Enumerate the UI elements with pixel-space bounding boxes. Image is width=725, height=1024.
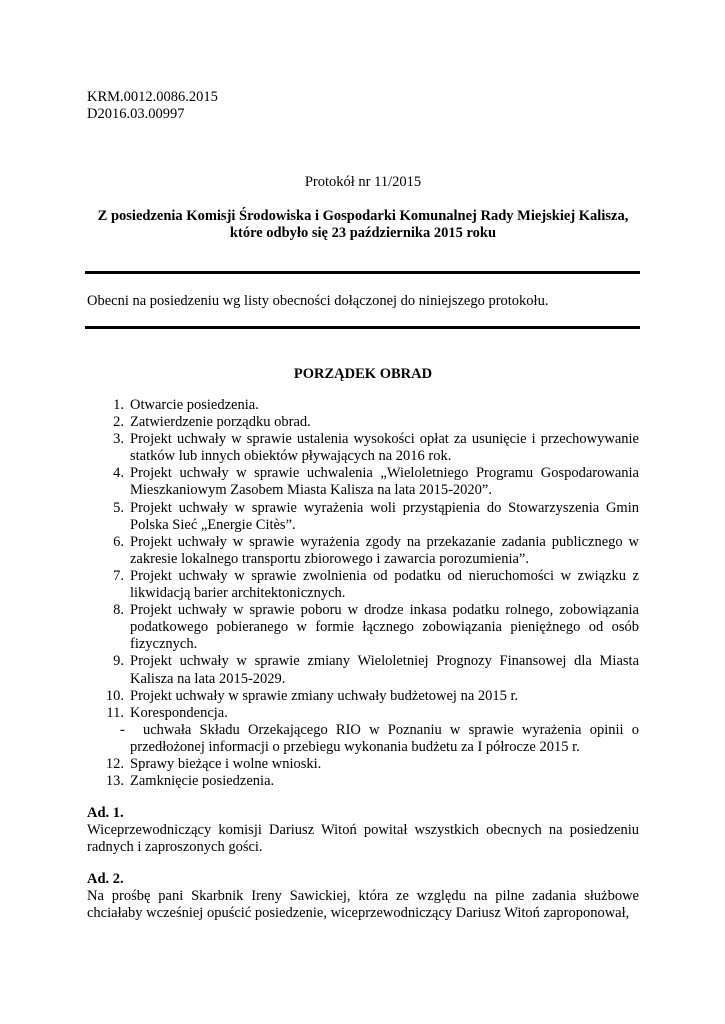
agenda-item-text: Korespondencja. (130, 704, 228, 721)
agenda-item-text: Projekt uchwały w sprawie zmiany Wieloletniej Prognozy Finansowej dla Miasta Kalisza na lata 2015-2029. (130, 653, 639, 687)
agenda-item (87, 414, 639, 431)
agenda-item (87, 705, 639, 722)
agenda-list (87, 397, 639, 790)
ad2-text: Na prośbę pani Skarbnik Ireny Sawickiej, która ze względu na pilne zadania służbowe chciałaby wcześniej opuścić posiedzenie, wiceprzewodniczący Dariusz Witoń zaproponował, (87, 888, 639, 922)
subtitle-line-1: Z posiedzenia Komisji Środowiska i Gospodarki Komunalnej Rady Miejskiej Kalisza, (97, 208, 629, 224)
agenda-item-text: Projekt uchwały w sprawie wyrażenia zgody na przekazanie zadania publicznego w zakresie lokalnego transportu zbiorowego i zawarcia porozumienia”. (130, 533, 639, 567)
agenda-item-text: Zamknięcie posiedzenia. (130, 773, 275, 790)
top-divider (85, 271, 640, 274)
agenda-item-text: Zatwierdzenie porządku obrad. (130, 414, 311, 431)
ad2-heading: Ad. 2. (87, 871, 124, 887)
agenda-item-number: 6. (113, 533, 124, 550)
agenda-item-number: 8. (113, 602, 124, 619)
agenda-item-number: 9. (113, 653, 124, 670)
agenda-item-number: 12. (105, 755, 124, 772)
agenda-item (87, 465, 639, 499)
agenda-item-text: Otwarcie posiedzenia. (130, 397, 259, 413)
agenda-item (87, 602, 639, 653)
agenda-item-number: 3. (113, 431, 124, 448)
agenda-item (87, 397, 639, 414)
agenda-item (87, 688, 639, 705)
agenda-item-number: 7. (113, 567, 124, 584)
document-id: D2016.03.00997 (87, 106, 185, 122)
protocol-title: Protokół nr 11/2015 (304, 174, 422, 190)
ad1-text: Wiceprzewodniczący komisji Dariusz Witoń powitał wszystkich obecnych na posiedzeniu radnych i zaproszonych gości. (87, 822, 639, 856)
agenda-item-number: 11. (106, 704, 124, 721)
attendance-note: Obecni na posiedzeniu wg listy obecności dołączonej do niniejszego protokołu. (87, 293, 549, 309)
agenda-item (87, 568, 639, 602)
agenda-item (87, 500, 639, 534)
agenda-heading: PORZĄDEK OBRAD (293, 366, 433, 382)
agenda-sub-item (87, 722, 639, 756)
agenda-item-text: Projekt uchwały w sprawie poboru w drodze inkasa podatku rolnego, zobowiązania podatkowego pobieranego w formie łącznego zobowiązania pieniężnego od osób fizycznych. (130, 602, 639, 653)
agenda-item-text: Projekt uchwały w sprawie wyrażenia woli przystąpienia do Stowarzyszenia Gmin Polska Sieć „Energie Citès”. (130, 499, 639, 533)
agenda-item-number: 13. (105, 773, 124, 790)
agenda-item-text: Projekt uchwały w sprawie zmiany uchwały budżetowej na 2015 r. (130, 687, 519, 704)
agenda-item-number: 10. (105, 687, 124, 704)
agenda-item (87, 773, 639, 790)
agenda-item-text: Projekt uchwały w sprawie zwolnienia od podatku od nieruchomości w związku z likwidacją barier architektonicznych. (130, 567, 639, 602)
agenda-item (87, 756, 639, 773)
agenda-item-number: 2. (113, 414, 124, 431)
ad1-heading: Ad. 1. (87, 805, 124, 821)
dash-bullet: - (120, 721, 125, 738)
agenda-item-number: 4. (113, 465, 124, 482)
agenda-item (87, 431, 639, 465)
agenda-item-text: Sprawy bieżące i wolne wnioski. (130, 755, 322, 772)
agenda-item-text: Projekt uchwały w sprawie ustalenia wysokości opłat za usunięcie i przechowywanie statków lub innych obiektów pływających na 2016 rok. (130, 431, 639, 465)
subtitle-line-2: które odbyło się 23 października 2015 roku (229, 225, 497, 241)
bottom-divider (85, 326, 640, 329)
agenda-item (87, 534, 639, 568)
agenda-item-number: 1. (113, 397, 124, 413)
reference-number: KRM.0012.0086.2015 (87, 89, 218, 105)
agenda-item-text: Projekt uchwały w sprawie uchwalenia „Wieloletniego Programu Gospodarowania Mieszkaniowym Zasobem Miasta Kalisza na lata 2015-2020”. (130, 465, 639, 499)
agenda-item (87, 653, 639, 687)
agenda-sub-item-text: uchwała Składu Orzekającego RIO w Poznaniu w sprawie wyrażenia opinii o przedłożonej informacji o przebiegu wykonania budżetu za I półrocze 2015 r. (130, 721, 639, 755)
agenda-item-number: 5. (113, 499, 124, 516)
